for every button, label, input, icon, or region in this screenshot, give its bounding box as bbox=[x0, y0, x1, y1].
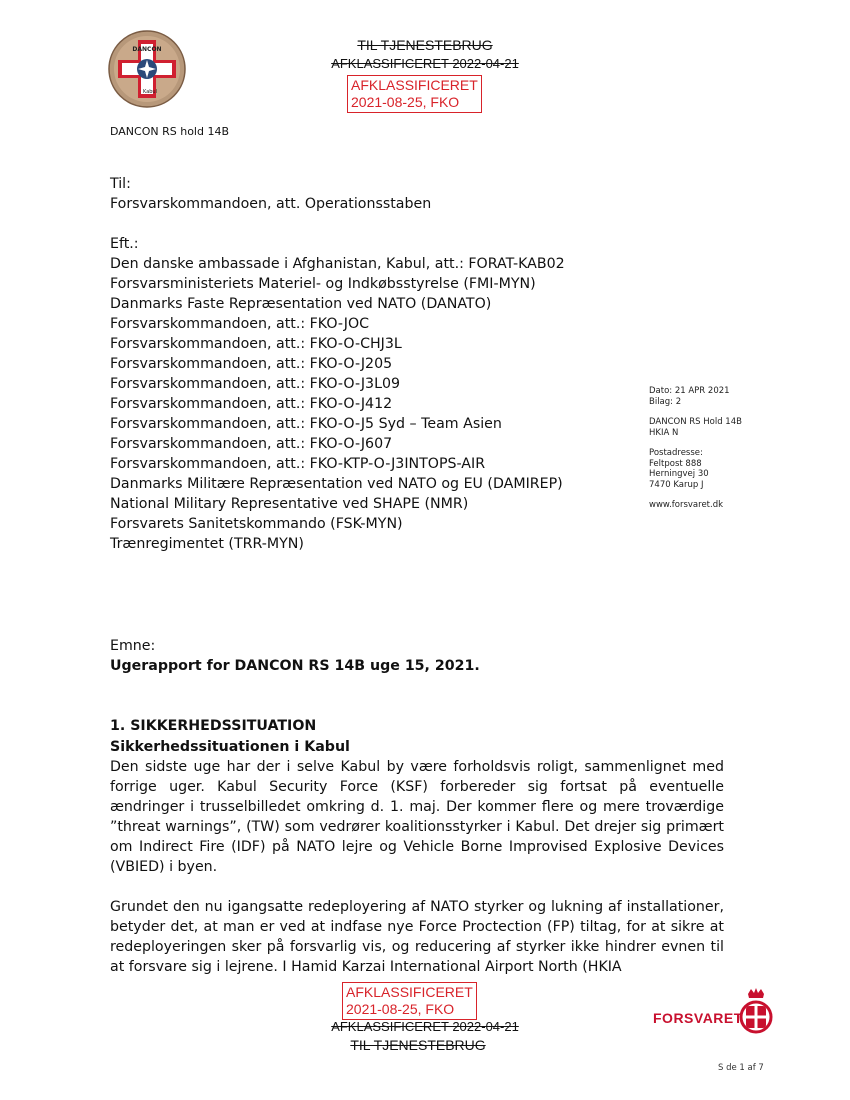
forsvaret-logo bbox=[650, 986, 780, 1036]
logo-bottom-text: Kabul bbox=[143, 89, 157, 95]
letter-meta-block bbox=[649, 386, 742, 511]
cc-item: Forsvarskommandoen, att.: FKO-O-CHJ3L bbox=[110, 336, 402, 352]
cc-item: Forsvarskommandoen, att.: FKO-KTP-O-J3INTOPS-AIR bbox=[110, 456, 486, 472]
stamp-line2: 2021-08-25, FKO bbox=[346, 1001, 455, 1017]
subject-block bbox=[110, 636, 480, 676]
to-block bbox=[110, 174, 431, 214]
meta-postal-line: Herningvej 30 bbox=[649, 469, 709, 479]
cc-block bbox=[110, 234, 565, 554]
cc-item: Forsvarskommandoen, att.: FKO-JOC bbox=[110, 316, 370, 332]
meta-sender: DANCON RS Hold 14B bbox=[649, 417, 742, 427]
forsvaret-wordmark: FORSVARET bbox=[653, 1010, 743, 1026]
unit-label: DANCON RS hold 14B bbox=[110, 125, 229, 138]
cc-item: Forsvarskommandoen, att.: FKO-O-J3L09 bbox=[110, 376, 401, 392]
meta-postal-line: 7470 Karup J bbox=[649, 479, 704, 490]
to-label: Til: bbox=[110, 176, 131, 192]
declassified-struck-header: AFKLASSIFICERET 2022-04-21 bbox=[331, 56, 519, 71]
classification-header: TIL TJENESTEBRUG bbox=[357, 37, 493, 53]
section-heading: 1. SIKKERHEDSSITUATION bbox=[110, 718, 317, 734]
declassified-struck-footer: AFKLASSIFICERET 2022-04-21 bbox=[331, 1019, 519, 1034]
crown-shield-icon bbox=[736, 986, 776, 1036]
declassified-stamp-header bbox=[347, 75, 482, 113]
cc-item: Forsvarskommandoen, att.: FKO-O-J205 bbox=[110, 356, 393, 372]
cc-item: Forsvarskommandoen, att.: FKO-O-J412 bbox=[110, 396, 393, 412]
section-paragraph: Grundet den nu igangsatte redeployering af NATO styrker og lukning af installationer, betyder det, at man er ved at indfase nye Force Proctection (FP) tiltag, for at sikre at redeployeringen sker på forsvarlig vis, og reducering af styrker ikke hindrer evnen til at forsvare sig i lejrene. I Hamid Karzai International Airport North (HKIA bbox=[110, 899, 724, 975]
meta-sender-location: HKIA N bbox=[649, 427, 679, 438]
cc-item: Danmarks Militære Repræsentation ved NATO og EU (DAMIREP) bbox=[110, 476, 563, 492]
section-subheading: Sikkerhedssituationen i Kabul bbox=[110, 739, 350, 755]
section-paragraph: Den sidste uge har der i selve Kabul by være forholdsvis roligt, sammenlignet med forrige uger. Kabul Security Force (KSF) forbereder sig fortsat på eventuelle ændringer i trusselbilledet omkring d. 1. maj. Der kommer flere og mere troværdige ”threat warnings”, (TW) som vedrører koalitionsstyrker i Kabul. Det drejer sig primært om Indirect Fire (IDF) på NATO lejre og Vehicle Borne Improvised Explosive Devices (VBIED) i byen. bbox=[110, 759, 724, 875]
dancon-logo bbox=[108, 30, 186, 108]
meta-attachments: Bilag: 2 bbox=[649, 396, 682, 407]
page-number: S de 1 af 7 bbox=[718, 1063, 764, 1073]
cc-item: Forsvarskommandoen, att.: FKO-O-J607 bbox=[110, 436, 393, 452]
cc-item: Forsvarsministeriets Materiel- og Indkøbsstyrelse (FMI-MYN) bbox=[110, 276, 536, 292]
meta-website[interactable]: www.forsvaret.dk bbox=[649, 500, 724, 510]
cc-label: Eft.: bbox=[110, 236, 139, 252]
cc-item: Den danske ambassade i Afghanistan, Kabul, att.: FORAT-KAB02 bbox=[110, 256, 565, 272]
cc-item: Forsvarskommandoen, att.: FKO-O-J5 Syd – Team Asien bbox=[110, 416, 502, 432]
stamp-line2: 2021-08-25, FKO bbox=[351, 94, 460, 110]
meta-date: Dato: 21 APR 2021 bbox=[649, 386, 730, 396]
subject-title: Ugerapport for DANCON RS 14B uge 15, 2021. bbox=[110, 658, 480, 674]
cc-item: Danmarks Faste Repræsentation ved NATO (DANATO) bbox=[110, 296, 492, 312]
meta-postal-label: Postadresse: bbox=[649, 448, 703, 458]
stamp-line1: AFKLASSIFICERET bbox=[351, 77, 478, 93]
stamp-line1: AFKLASSIFICERET bbox=[346, 984, 473, 1000]
logo-top-text: DANCON bbox=[132, 46, 162, 53]
cc-item: Trænregimentet (TRR-MYN) bbox=[110, 536, 304, 552]
cc-item: National Military Representative ved SHAPE (NMR) bbox=[110, 496, 469, 512]
to-recipient: Forsvarskommandoen, att. Operationsstaben bbox=[110, 196, 432, 212]
declassified-stamp-footer bbox=[342, 982, 477, 1020]
classification-footer: TIL TJENESTEBRUG bbox=[350, 1037, 486, 1053]
subject-label: Emne: bbox=[110, 638, 156, 654]
cc-item: Forsvarets Sanitetskommando (FSK-MYN) bbox=[110, 516, 403, 532]
meta-postal-line: Feltpost 888 bbox=[649, 458, 702, 469]
